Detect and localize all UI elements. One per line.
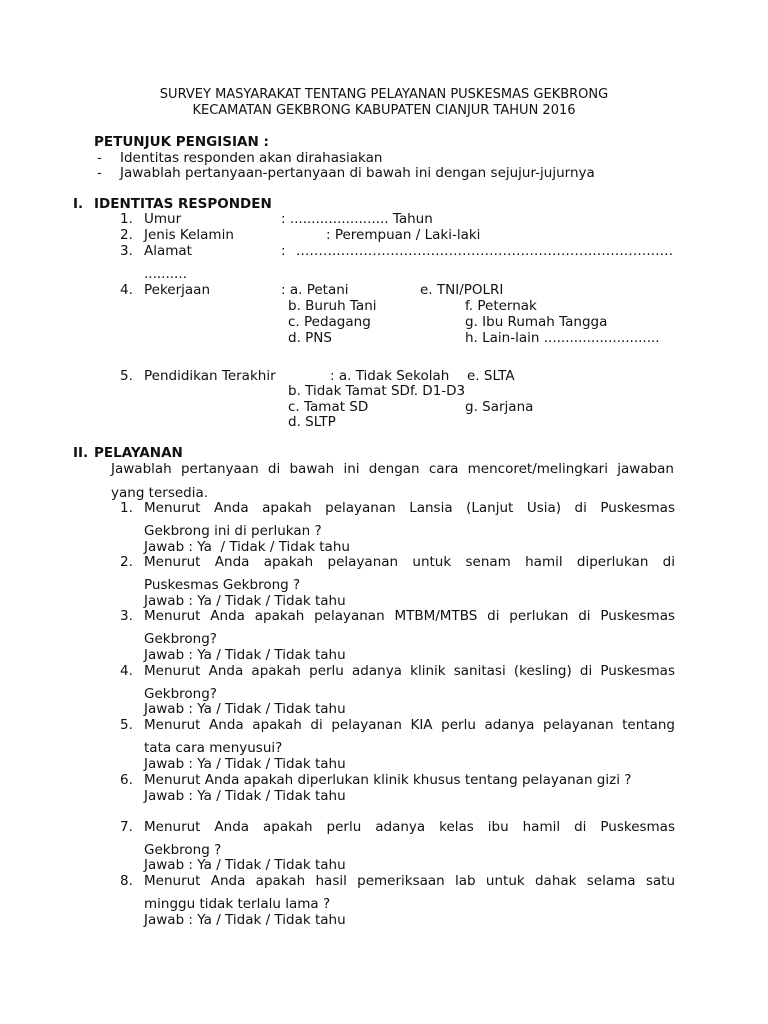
address-field-continued: ..........: [144, 266, 187, 282]
answer-options: Jawab : Ya / Tidak / Tidak tahu: [144, 912, 346, 928]
answer-options: Jawab : Ya / Tidak / Tidak tahu: [144, 593, 346, 609]
instruction-bullet: -: [97, 150, 102, 166]
answer-options: Jawab : Ya / Tidak / Tidak tahu: [144, 701, 346, 717]
age-label: Umur: [144, 211, 182, 227]
education-option: b. Tidak Tamat SDf. D1-D3: [288, 383, 466, 399]
occupation-option: : a. Petani: [281, 282, 349, 298]
question-text: Menurut Anda apakah pelayanan untuk senam hamil diperlukan di: [144, 554, 675, 570]
question-number: 3.: [120, 608, 133, 624]
occupation-option: g. Ibu Rumah Tangga: [465, 314, 608, 330]
answer-options: Jawab : Ya / Tidak / Tidak tahu: [144, 539, 350, 555]
question-number: 8.: [120, 873, 133, 889]
address-label: Alamat: [144, 243, 192, 259]
section-2-intro-continued: yang tersedia.: [111, 485, 209, 501]
education-label: Pendidikan Terakhir: [144, 368, 276, 384]
question-number: 7.: [120, 819, 133, 835]
document-title-line-1: SURVEY MASYARAKAT TENTANG PELAYANAN PUSKESMAS GEKBRONG: [159, 87, 609, 102]
age-field: : ....................... Tahun: [281, 211, 433, 227]
gender-options: : Perempuan / Laki-laki: [326, 227, 481, 243]
question-text: Menurut Anda apakah diperlukan klinik khusus tentang pelayanan gizi ?: [144, 772, 632, 788]
question-text-continued: Gekbrong ?: [144, 842, 222, 858]
occupation-option: e. TNI/POLRI: [420, 282, 504, 298]
education-option: g. Sarjana: [465, 399, 534, 415]
question-text-continued: Puskesmas Gekbrong ?: [144, 577, 301, 593]
instruction-bullet: -: [97, 165, 102, 181]
question-number: 5.: [120, 717, 133, 733]
field-number: 5.: [120, 368, 133, 384]
field-number: 2.: [120, 227, 133, 243]
section-1-heading: IDENTITAS RESPONDEN: [94, 196, 272, 212]
occupation-option: h. Lain-lain ...........................: [465, 330, 660, 346]
question-number: 4.: [120, 663, 133, 679]
instruction-item-1: Identitas responden akan dirahasiakan: [120, 150, 383, 166]
gender-label: Jenis Kelamin: [144, 227, 234, 243]
answer-options: Jawab : Ya / Tidak / Tidak tahu: [144, 857, 346, 873]
section-2-intro: Jawablah pertanyaan di bawah ini dengan cara mencoret/melingkari jawaban: [111, 461, 674, 477]
question-text: Menurut Anda apakah perlu adanya klinik sanitasi (kesling) di Puskesmas: [144, 663, 675, 679]
section-1-number: I.: [73, 196, 84, 212]
instructions-heading: PETUNJUK PENGISIAN :: [94, 134, 269, 150]
question-number: 6.: [120, 772, 133, 788]
section-2-number: II.: [73, 445, 89, 461]
answer-options: Jawab : Ya / Tidak / Tidak tahu: [144, 756, 346, 772]
question-text-continued: Gekbrong?: [144, 686, 217, 702]
occupation-option: b. Buruh Tani: [288, 298, 377, 314]
education-option: e. SLTA: [467, 368, 515, 384]
question-text-continued: minggu tidak terlalu lama ?: [144, 896, 331, 912]
question-number: 1.: [120, 500, 133, 516]
question-number: 2.: [120, 554, 133, 570]
question-text: Menurut Anda apakah perlu adanya kelas ibu hamil di Puskesmas: [144, 819, 675, 835]
field-number: 4.: [120, 282, 133, 298]
education-option: : a. Tidak Sekolah: [330, 368, 450, 384]
question-text: Menurut Anda apakah di pelayanan KIA perlu adanya pelayanan tentang: [144, 717, 675, 733]
question-text: Menurut Anda apakah hasil pemeriksaan lab untuk dahak selama satu: [144, 873, 675, 889]
education-option: c. Tamat SD: [288, 399, 369, 415]
answer-options: Jawab : Ya / Tidak / Tidak tahu: [144, 647, 346, 663]
instruction-item-2: Jawablah pertanyaan-pertanyaan di bawah ini dengan sejujur-jujurnya: [120, 165, 595, 181]
field-number: 3.: [120, 243, 133, 259]
question-text-continued: Gekbrong?: [144, 631, 217, 647]
field-number: 1.: [120, 211, 133, 227]
question-text: Menurut Anda apakah pelayanan Lansia (Lanjut Usia) di Puskesmas: [144, 500, 675, 516]
address-colon: :: [281, 243, 286, 259]
question-text: Menurut Anda apakah pelayanan MTBM/MTBS di perlukan di Puskesmas: [144, 608, 675, 624]
question-text-continued: tata cara menyusui?: [144, 740, 283, 756]
education-option: d. SLTP: [288, 414, 336, 430]
section-2-heading: PELAYANAN: [94, 445, 183, 461]
answer-options: Jawab : Ya / Tidak / Tidak tahu: [144, 788, 346, 804]
occupation-label: Pekerjaan: [144, 282, 211, 298]
occupation-option: c. Pedagang: [288, 314, 371, 330]
occupation-option: d. PNS: [288, 330, 332, 346]
question-text-continued: Gekbrong ini di perlukan ?: [144, 523, 322, 539]
address-field: ....................................................................................: [296, 243, 674, 259]
occupation-option: f. Peternak: [465, 298, 537, 314]
document-title-line-2: KECAMATAN GEKBRONG KABUPATEN CIANJUR TAHUN 2016: [192, 103, 576, 118]
